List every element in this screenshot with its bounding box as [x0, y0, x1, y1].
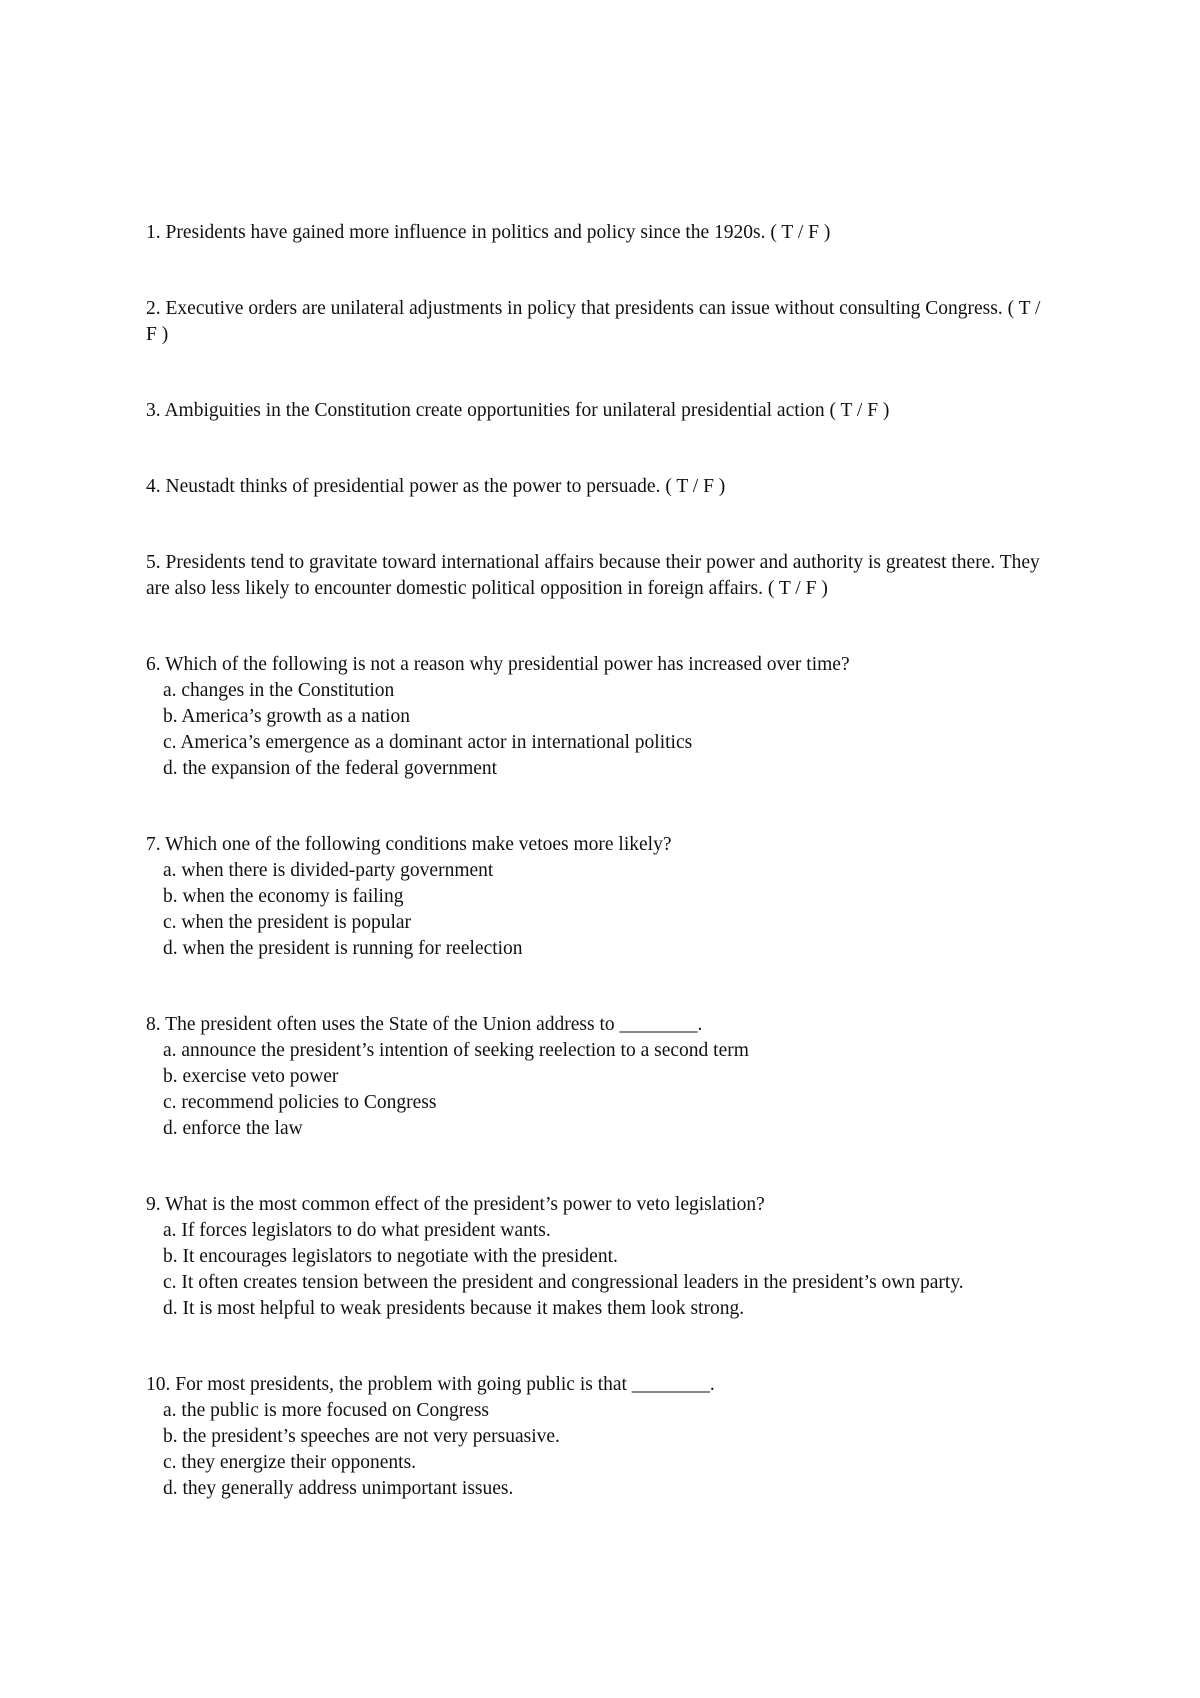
answer-options — [146, 1218, 1046, 1322]
question-10 — [146, 1372, 1046, 1502]
answer-option — [146, 936, 1046, 962]
question-body: What is the most common effect of the president’s power to veto legislation? — [165, 1194, 765, 1215]
question-number: 3. — [146, 400, 161, 421]
question-text — [146, 398, 1046, 424]
answer-option-text: d. enforce the law — [163, 1118, 303, 1139]
question-number: 9. — [146, 1194, 161, 1215]
answer-option — [146, 1064, 1046, 1090]
answer-option-text: c. It often creates tension between the president and congressional leaders in the president’s own party. — [163, 1272, 964, 1293]
answer-option — [146, 678, 1046, 704]
question-number: 8. — [146, 1014, 161, 1035]
answer-option-text: d. they generally address unimportant issues. — [163, 1478, 514, 1499]
question-6 — [146, 652, 1046, 782]
answer-option — [146, 1270, 1046, 1296]
question-text — [146, 474, 1046, 500]
answer-option-text: c. when the president is popular — [163, 912, 412, 933]
answer-option — [146, 1296, 1046, 1322]
question-number: 6. — [146, 654, 161, 675]
question-text — [146, 220, 1046, 246]
question-text — [146, 1372, 1046, 1398]
answer-option-text: c. they energize their opponents. — [163, 1452, 417, 1473]
answer-option — [146, 858, 1046, 884]
answer-option-text: b. the president’s speeches are not very persuasive. — [163, 1426, 560, 1447]
question-number: 1. — [146, 222, 161, 243]
question-text — [146, 1192, 1046, 1218]
question-9 — [146, 1192, 1046, 1322]
question-text — [146, 1012, 1046, 1038]
answer-options — [146, 678, 1046, 782]
answer-option — [146, 1038, 1046, 1064]
question-number: 7. — [146, 834, 161, 855]
question-body: Which one of the following conditions make vetoes more likely? — [165, 834, 672, 855]
question-text — [146, 550, 1046, 602]
answer-options — [146, 1038, 1046, 1142]
answer-option-text: a. If forces legislators to do what president wants. — [163, 1220, 551, 1241]
question-number: 2. — [146, 298, 161, 319]
question-body: The president often uses the State of the Union address to ________. — [165, 1014, 703, 1035]
question-list — [146, 220, 1046, 1502]
answer-option — [146, 1424, 1046, 1450]
answer-option — [146, 1218, 1046, 1244]
answer-option-text: d. when the president is running for reelection — [163, 938, 523, 959]
answer-option-text: d. It is most helpful to weak presidents because it makes them look strong. — [163, 1298, 745, 1319]
answer-option — [146, 704, 1046, 730]
question-text — [146, 832, 1046, 858]
answer-option — [146, 1090, 1046, 1116]
question-text — [146, 296, 1046, 348]
question-body: Which of the following is not a reason why presidential power has increased over time? — [165, 654, 850, 675]
question-7 — [146, 832, 1046, 962]
answer-option — [146, 1116, 1046, 1142]
question-4 — [146, 474, 1046, 500]
question-body: Executive orders are unilateral adjustments in policy that presidents can issue without consulting Congress. ( T / F ) — [146, 298, 1041, 345]
question-8 — [146, 1012, 1046, 1142]
answer-option — [146, 1398, 1046, 1424]
answer-option — [146, 1244, 1046, 1270]
answer-options — [146, 1398, 1046, 1502]
question-body: Neustadt thinks of presidential power as the power to persuade. ( T / F ) — [165, 476, 726, 497]
answer-option — [146, 1476, 1046, 1502]
answer-option-text: a. changes in the Constitution — [163, 680, 395, 701]
answer-option-text: a. announce the president’s intention of seeking reelection to a second term — [163, 1040, 749, 1061]
question-body: Presidents have gained more influence in politics and policy since the 1920s. ( T / F ) — [165, 222, 831, 243]
question-number: 10. — [146, 1374, 171, 1395]
answer-option-text: b. exercise veto power — [163, 1066, 339, 1087]
answer-option — [146, 756, 1046, 782]
question-number: 5. — [146, 552, 161, 573]
question-5 — [146, 550, 1046, 602]
answer-option-text: a. when there is divided-party government — [163, 860, 494, 881]
question-3 — [146, 398, 1046, 424]
question-number: 4. — [146, 476, 161, 497]
answer-option-text: d. the expansion of the federal government — [163, 758, 498, 779]
question-text — [146, 652, 1046, 678]
question-body: Presidents tend to gravitate toward international affairs because their power and authority is greatest there. They are also less likely to encounter domestic political opposition in foreign affairs. ( T / F ) — [146, 552, 1040, 599]
answer-option — [146, 1450, 1046, 1476]
answer-option-text: c. America’s emergence as a dominant actor in international politics — [163, 732, 693, 753]
answer-option-text: a. the public is more focused on Congress — [163, 1400, 490, 1421]
answer-option-text: b. America’s growth as a nation — [163, 706, 410, 727]
answer-option — [146, 910, 1046, 936]
question-2 — [146, 296, 1046, 348]
answer-option — [146, 730, 1046, 756]
answer-options — [146, 858, 1046, 962]
answer-option-text: b. when the economy is failing — [163, 886, 404, 907]
question-body: Ambiguities in the Constitution create opportunities for unilateral presidential action ( T / F ) — [164, 400, 890, 421]
question-body: For most presidents, the problem with going public is that ________. — [175, 1374, 715, 1395]
answer-option-text: c. recommend policies to Congress — [163, 1092, 437, 1113]
answer-option — [146, 884, 1046, 910]
question-1 — [146, 220, 1046, 246]
answer-option-text: b. It encourages legislators to negotiate with the president. — [163, 1246, 618, 1267]
